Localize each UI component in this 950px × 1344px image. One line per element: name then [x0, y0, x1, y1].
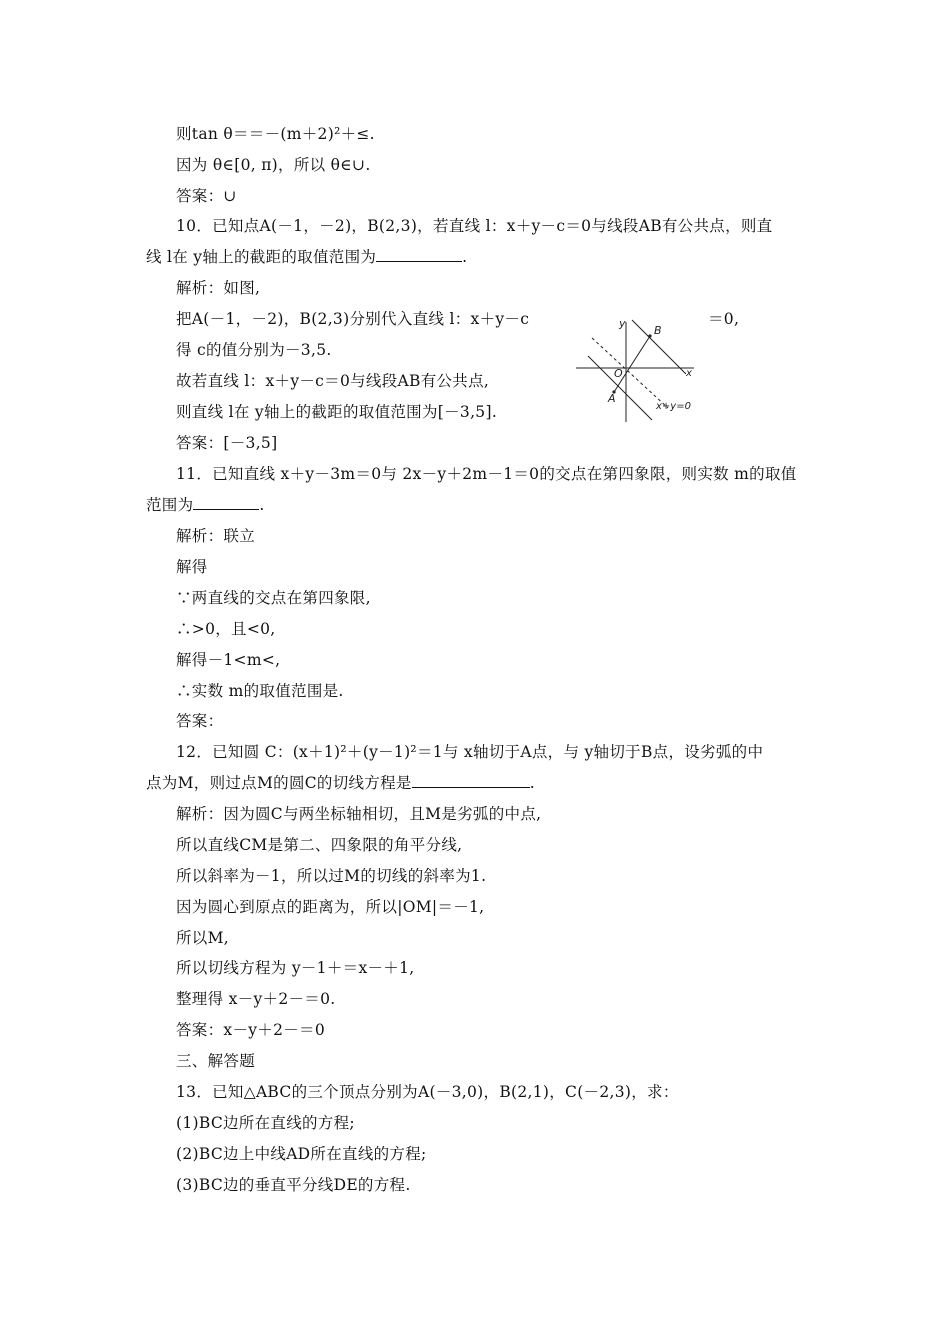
solution-line: 所以直线CM是第二、四象限的角平分线, — [176, 836, 463, 854]
solution-line: ∴>0，且<0, — [176, 620, 276, 638]
sub-question: (2)BC边上中线AD所在直线的方程; — [176, 1145, 427, 1163]
y-axis-label: y — [619, 317, 626, 330]
solution-line: 解析：因为圆C与两坐标轴相切，且M是劣弧的中点, — [176, 805, 542, 823]
question-text: 点为M，则过点M的圆C的切线方程是 — [146, 774, 412, 792]
origin-label: O — [614, 367, 623, 380]
text-line — [146, 494, 265, 516]
solution-line: ∵两直线的交点在第四象限, — [176, 589, 371, 607]
solution-line: 故若直线 l：x＋y－c＝0与线段AB有公共点, — [176, 372, 490, 390]
point-a-label: A — [608, 392, 616, 405]
point-b — [648, 334, 651, 337]
solution-line: 解析：如图, — [176, 279, 261, 297]
solution-line: 整理得 x－y＋2－＝0. — [176, 990, 336, 1008]
solution-line: 把A(－1，－2)，B(2,3)分别代入直线 l：x＋y－c — [176, 310, 530, 328]
question-text: . — [462, 248, 468, 266]
question-text: 范围为 — [146, 496, 194, 514]
sub-question: (1)BC边所在直线的方程; — [176, 1114, 355, 1132]
answer-blank — [412, 773, 530, 788]
line-equation-label: x+y=0 — [656, 401, 691, 412]
text-line: 则tan θ＝＝－(m＋2)²＋≤. — [176, 125, 375, 143]
point-b-label: B — [654, 324, 662, 337]
solution-line: ＝0, — [708, 310, 740, 328]
question-10: 10．已知点A(－1，－2)，B(2,3)，若直线 l：x＋y－c＝0与线段AB有公共点，则直 — [176, 217, 773, 235]
answer-line: 答案：[－3,5] — [176, 434, 278, 452]
text-line — [146, 246, 467, 268]
question-11: 11．已知直线 x＋y－3m＝0与 2x－y＋2m－1＝0的交点在第四象限，则实数 m的取值 — [176, 465, 797, 483]
solution-line: 则直线 l在 y轴上的截距的取值范围为[－3,5]. — [176, 403, 498, 421]
question-12: 12．已知圆 C：(x＋1)²＋(y－1)²＝1与 x轴切于A点，与 y轴切于B点，设劣弧的中 — [176, 743, 764, 761]
solution-line: 解得 — [176, 558, 208, 576]
solution-line: 所以斜率为－1，所以过M的切线的斜率为1. — [176, 867, 487, 885]
answer-blank — [193, 495, 259, 510]
solution-line: 解得－1<m<, — [176, 651, 281, 669]
question-text: . — [259, 496, 265, 514]
section-heading: 三、解答题 — [176, 1052, 256, 1070]
solution-line: 因为圆心到原点的距离为，所以|OM|＝－1, — [176, 898, 485, 916]
solution-line: 所以M, — [176, 929, 229, 947]
question-text: 线 l在 y轴上的截距的取值范围为 — [146, 248, 377, 266]
solution-line: 解析：联立 — [176, 527, 256, 545]
solution-line: 得 c的值分别为－3,5. — [176, 341, 332, 359]
segment-ab — [614, 336, 650, 392]
x-axis-label: x — [686, 368, 692, 379]
answer-line: 答案：∪ — [176, 187, 237, 205]
solution-line: 所以切线方程为 y－1＋＝x－＋1, — [176, 959, 415, 977]
answer-line: 答案：x－y＋2－＝0 — [176, 1021, 326, 1039]
line-through-a — [588, 356, 652, 420]
question-text: . — [529, 774, 535, 792]
question-13: 13．已知△ABC的三个顶点分别为A(－3,0)，B(2,1)，C(－2,3)，求： — [176, 1083, 679, 1101]
sub-question: (3)BC边的垂直平分线DE的方程. — [176, 1176, 411, 1194]
coordinate-figure — [572, 314, 702, 424]
solution-line: ∴实数 m的取值范围是. — [176, 682, 344, 700]
answer-line: 答案： — [176, 712, 224, 730]
text-line — [146, 772, 535, 794]
answer-blank — [376, 247, 462, 262]
text-line: 因为 θ∈[0, π)，所以 θ∈∪. — [176, 156, 371, 174]
